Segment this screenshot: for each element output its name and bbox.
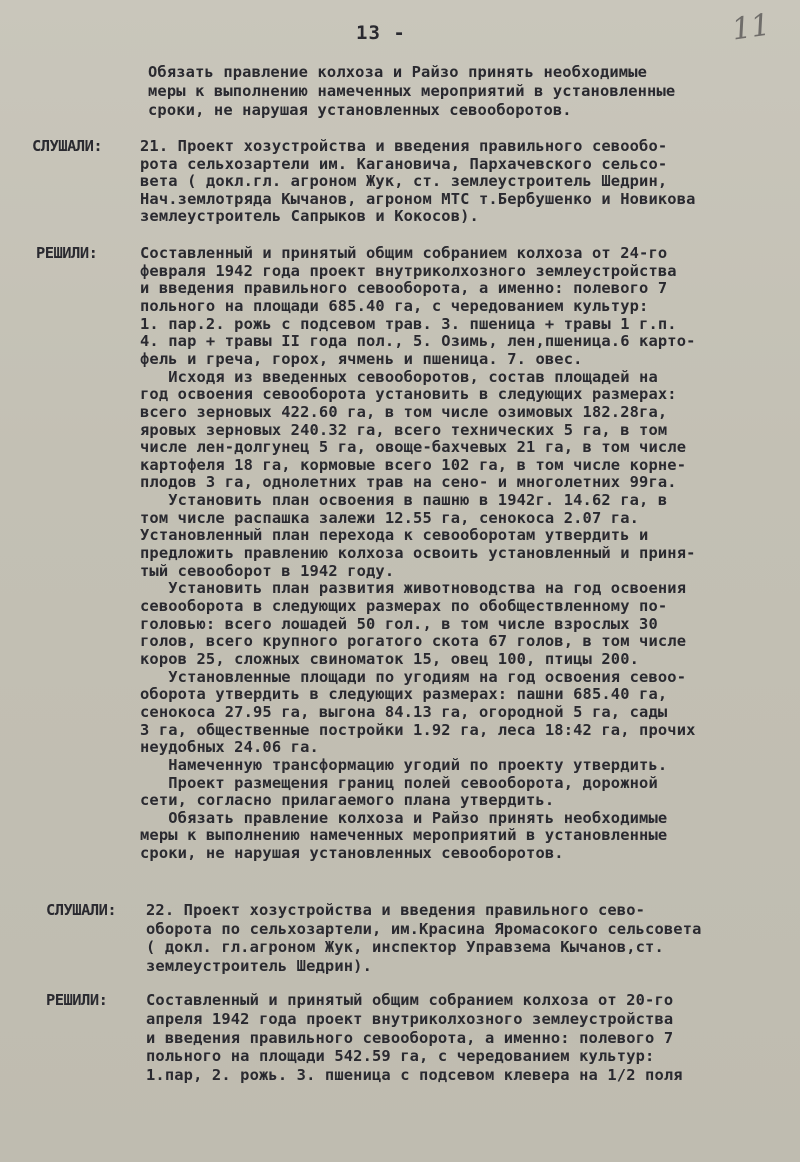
pencil-page-mark: 11: [729, 7, 773, 48]
text-line: яровых зерновых 240.32 га, всего технических 5 га, в том: [140, 420, 668, 439]
text-line: Установить план освоения в пашню в 1942г. 14.62 га, в: [140, 491, 668, 510]
text-line: польного на площади 542.59 га, с чередованием культур:: [146, 1047, 655, 1066]
text-line: 22. Проект хозустройства и введения правильного сево-: [146, 901, 646, 919]
section-label: РЕШИЛИ:: [46, 991, 108, 1009]
text-line: плодов 3 га, однолетних трав на сено- и многолетних 99га.: [140, 473, 677, 492]
text-line: сенокоса 27.95 га, выгона 84.13 га, огородной 5 га, сады: [140, 702, 668, 721]
text-line: Установленный план перехода к севооборотам утвердить и: [140, 526, 649, 545]
text-line: коров 25, сложных свиноматок 15, овец 100, птицы 200.: [140, 649, 640, 668]
text-line: неудобных 24.06 га.: [140, 738, 319, 757]
text-line: фель и греча, горох, ячмень и пшеница. 7. овес.: [140, 349, 583, 368]
text-line: том числе распашка залежи 12.55 га, сенокоса 2.07 га.: [140, 508, 640, 527]
text-line: Обязать правление колхоза и Райзо принять необходимые: [148, 63, 648, 81]
text-line: и введения правильного севооборота, а именно: полевого 7: [140, 279, 668, 298]
text-line: картофеля 18 га, кормовые всего 102 га, в том числе корне-: [140, 455, 687, 474]
text-line: вета ( докл.гл. агроном Жук, ст. землеустроитель Шедрин,: [140, 172, 668, 191]
text-line: Проект размещения границ полей севооборота, дорожной: [140, 773, 658, 792]
text-line: землеустроитель Сапрыков и Кокосов).: [140, 207, 479, 226]
text-line: сроки, не нарушая установленных севооборотов.: [148, 101, 572, 119]
text-line: 4. пар + травы II года пол., 5. Озимь, лен,пшеница.6 карто-: [140, 332, 696, 351]
page-number: 13 -: [356, 22, 406, 44]
text-line: 21. Проект хозустройства и введения правильного севообо-: [140, 137, 668, 155]
text-line: Составленный и принятый общим собранием колхоза от 20-го: [146, 991, 674, 1009]
text-line: февраля 1942 года проект внутриколхозного землеустройства: [140, 261, 677, 280]
text-line: и введения правильного севооборота, а именно: полевого 7: [146, 1028, 674, 1047]
text-line: голов, всего крупного рогатого скота 67 голов, в том числе: [140, 632, 687, 651]
text-line: Установленные площади по угодиям на год освоения севоо-: [140, 667, 687, 686]
text-line: сети, согласно прилагаемого плана утвердить.: [140, 791, 555, 810]
text-line: Установить план развития животноводства на год освоения: [140, 579, 687, 598]
section-label: СЛУШАЛИ:: [32, 137, 103, 155]
text-line: апреля 1942 года проект внутриколхозного землеустройства: [146, 1009, 674, 1028]
text-line: севооборота в следующих размерах по обобществленному по-: [140, 597, 668, 615]
text-line: оборота по сельхозартели, им.Красина Яромасокого сельсовета: [146, 919, 702, 938]
text-line: Нач.землотряда Кычанов, агроном МТС т.Бербушенко и Новикова: [140, 189, 696, 208]
text-line: Намеченную трансформацию угодий по проекту утвердить.: [140, 755, 668, 774]
text-line: землеустроитель Шедрин).: [146, 956, 372, 975]
text-line: меры к выполнению намеченных мероприятий в установленные: [148, 82, 676, 100]
section-label: СЛУШАЛИ:: [46, 901, 117, 919]
text-line: рота сельхозартели им. Кагановича, Пархачевского сельсо-: [140, 154, 668, 173]
text-line: меры к выполнению намеченных мероприятий в установленные: [140, 826, 668, 845]
text-line: головью: всего лошадей 50 гол., в том числе взрослых 30: [140, 614, 658, 633]
text-line: польного на площади 685.40 га, с чередованием культур:: [140, 296, 649, 315]
text-line: Составленный и принятый общим собранием колхоза от 24-го: [140, 244, 668, 262]
text-line: тый севооборот в 1942 году.: [140, 561, 395, 580]
text-line: предложить правлению колхоза освоить установленный и приня-: [140, 544, 696, 563]
text-line: сроки, не нарушая установленных севооборотов.: [140, 844, 564, 863]
text-line: всего зерновых 422.60 га, в том числе озимовых 182.28га,: [140, 402, 668, 421]
section-label: РЕШИЛИ:: [36, 244, 98, 262]
text-line: оборота утвердить в следующих размерах: пашни 685.40 га,: [140, 685, 668, 704]
text-line: числе лен-долгунец 5 га, овоще-бахчевых 21 га, в том числе: [140, 438, 687, 457]
text-line: 1.пар, 2. рожь. 3. пшеница с подсевом клевера на 1/2 поля: [146, 1066, 683, 1085]
text-line: Обязать правление колхоза и Райзо принять необходимые: [140, 808, 668, 827]
text-line: Исходя из введенных севооборотов, состав площадей на: [140, 367, 658, 386]
text-line: ( докл. гл.агроном Жук, инспектор Управзема Кычанов,ст.: [146, 938, 664, 956]
text-line: 3 га, общественные постройки 1.92 га, леса 18:42 га, прочих: [140, 720, 696, 739]
text-line: год освоения севооборота установить в следующих размерах:: [140, 385, 677, 404]
text-line: 1. пар.2. рожь с подсевом трав. 3. пшеница + травы 1 г.п.: [140, 314, 677, 333]
